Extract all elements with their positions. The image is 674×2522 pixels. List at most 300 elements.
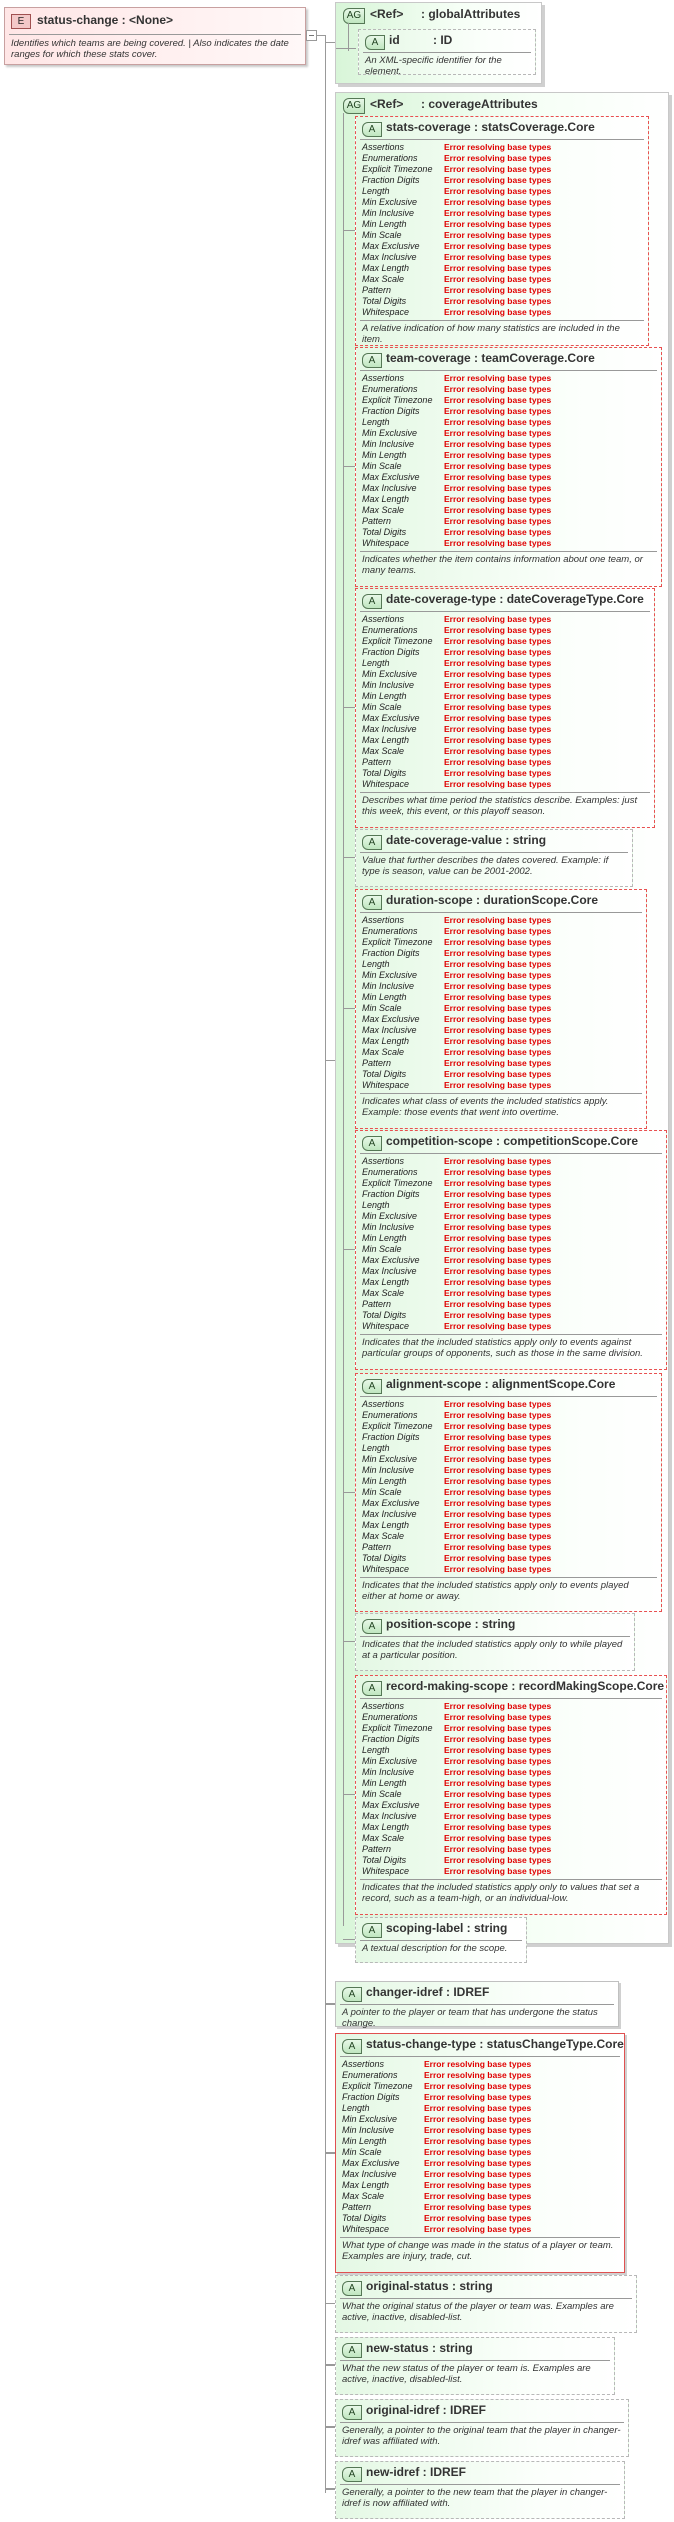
facet-name: Max Inclusive <box>342 2169 397 2179</box>
facet-name: Max Length <box>362 263 410 273</box>
facet-name: Max Length <box>362 1520 410 1530</box>
facet-error: Error resolving base types <box>444 1520 552 1530</box>
connector <box>343 1249 355 1250</box>
facet-name: Enumerations <box>362 926 418 936</box>
attribute-title: date-coverage-value : string <box>386 833 547 847</box>
facet-name: Max Exclusive <box>362 1498 420 1508</box>
attribute-stats-coverage[interactable] <box>355 116 649 346</box>
facet-error: Error resolving base types <box>444 1756 552 1766</box>
attribute-title: position-scope : string <box>386 1617 516 1631</box>
facet-name: Min Length <box>362 1778 407 1788</box>
facet-row <box>362 1288 551 1299</box>
facet-error: Error resolving base types <box>444 713 552 723</box>
facet-name: Max Length <box>362 1822 410 1832</box>
facet-row <box>362 1266 551 1277</box>
facet-name: Length <box>362 1200 390 1210</box>
attribute-competition-scope[interactable] <box>355 1130 667 1370</box>
attribute-badge-icon: A <box>362 1619 382 1634</box>
facet-row <box>342 2103 531 2114</box>
attribute-changer-idref[interactable] <box>335 1981 619 2027</box>
facet-row <box>362 153 551 164</box>
attribute-badge-icon: A <box>362 895 382 910</box>
facet-name: Enumerations <box>362 625 418 635</box>
divider <box>360 370 657 371</box>
attribute-new-status[interactable] <box>335 2337 615 2395</box>
facet-name: Max Exclusive <box>362 713 420 723</box>
facet-row <box>362 959 551 970</box>
attribute-badge-icon: A <box>342 2343 362 2358</box>
attribute-doc: An XML-specific identifier for the element. <box>365 55 502 77</box>
facet-error: Error resolving base types <box>444 1080 552 1090</box>
facet-error: Error resolving base types <box>444 1233 552 1243</box>
facet-error: Error resolving base types <box>444 970 552 980</box>
group-name: : coverageAttributes <box>421 97 538 111</box>
divider <box>360 1334 662 1335</box>
facet-row <box>362 1476 551 1487</box>
facet-row <box>362 274 551 285</box>
facet-error: Error resolving base types <box>444 1069 552 1079</box>
facet-row <box>362 1299 551 1310</box>
facet-error: Error resolving base types <box>424 2136 532 2146</box>
facet-name: Assertions <box>362 915 405 925</box>
facet-name: Enumerations <box>362 1410 418 1420</box>
attribute-status-change-type[interactable] <box>335 2033 625 2273</box>
facet-error: Error resolving base types <box>444 1844 552 1854</box>
facet-row <box>362 1003 551 1014</box>
facet-error: Error resolving base types <box>444 1745 552 1755</box>
facet-name: Total Digits <box>362 1553 407 1563</box>
facet-row <box>362 970 551 981</box>
facet-error: Error resolving base types <box>444 1321 552 1331</box>
facet-error: Error resolving base types <box>444 483 552 493</box>
attribute-badge-icon: A <box>365 35 385 50</box>
attribute-alignment-scope[interactable] <box>355 1373 662 1612</box>
divider <box>340 2484 620 2485</box>
facet-name: Total Digits <box>342 2213 387 2223</box>
facet-row <box>362 505 551 516</box>
attribute-title: id : ID <box>389 33 453 47</box>
divider <box>340 2298 632 2299</box>
facets-table <box>362 1156 551 1332</box>
facet-name: Max Length <box>362 494 410 504</box>
facet-row <box>362 724 551 735</box>
attribute-doc: Indicates that the included statistics apply only to while played at a particular position. <box>362 1639 623 1661</box>
attribute-id[interactable] <box>358 29 536 75</box>
facet-name: Pattern <box>362 1542 392 1552</box>
facet-row <box>362 658 551 669</box>
facet-row <box>362 1701 551 1712</box>
facet-error: Error resolving base types <box>444 1465 552 1475</box>
facet-name: Min Inclusive <box>362 208 415 218</box>
connector <box>343 857 355 858</box>
facet-error: Error resolving base types <box>444 1178 552 1188</box>
facet-name: Assertions <box>342 2059 385 2069</box>
facet-error: Error resolving base types <box>444 1789 552 1799</box>
facet-error: Error resolving base types <box>444 1025 552 1035</box>
attribute-badge-icon: A <box>362 1923 382 1938</box>
facet-name: Min Inclusive <box>362 680 415 690</box>
facet-name: Min Exclusive <box>362 1756 418 1766</box>
connector <box>343 1794 355 1795</box>
connector <box>343 1939 355 1940</box>
facet-error: Error resolving base types <box>444 428 552 438</box>
facet-row <box>362 647 551 658</box>
attribute-doc: A textual description for the scope. <box>362 1943 508 1954</box>
facet-error: Error resolving base types <box>444 494 552 504</box>
facet-row <box>362 1189 551 1200</box>
divider <box>360 1879 662 1880</box>
facet-error: Error resolving base types <box>444 1487 552 1497</box>
facet-row <box>362 1465 551 1476</box>
facet-row <box>362 241 551 252</box>
facet-error: Error resolving base types <box>444 1058 552 1068</box>
facets-table <box>342 2059 531 2235</box>
facet-name: Min Inclusive <box>362 439 415 449</box>
attribute-doc: Generally, a pointer to the original team that the player in changer-idref was affiliated with. <box>342 2425 621 2447</box>
facet-name: Length <box>342 2103 370 2113</box>
element-badge-icon: E <box>11 14 31 29</box>
attribute-date-coverage-value[interactable] <box>355 829 633 887</box>
connector <box>336 48 356 49</box>
attribute-original-idref[interactable] <box>335 2399 629 2457</box>
attribute-duration-scope[interactable] <box>355 889 647 1129</box>
divider <box>360 1577 657 1578</box>
facet-row <box>362 483 551 494</box>
facet-error: Error resolving base types <box>424 2125 532 2135</box>
facet-row <box>362 702 551 713</box>
facet-name: Max Inclusive <box>362 1025 417 1035</box>
connector <box>325 2153 335 2154</box>
facet-error: Error resolving base types <box>444 1222 552 1232</box>
connector <box>348 23 349 51</box>
facet-row <box>362 538 551 549</box>
facet-name: Min Inclusive <box>342 2125 395 2135</box>
facet-error: Error resolving base types <box>444 1003 552 1013</box>
divider <box>340 2237 620 2238</box>
collapse-toggle-icon[interactable] <box>306 30 317 41</box>
attribute-doc: A pointer to the player or team that has undergone the status change. <box>342 2007 598 2029</box>
group-ref: <Ref> <box>370 97 404 111</box>
facet-row <box>362 252 551 263</box>
facet-row <box>362 1058 551 1069</box>
facet-name: Explicit Timezone <box>362 395 433 405</box>
attribute-title: status-change-type : statusChangeType.Core <box>366 2037 624 2051</box>
facet-name: Enumerations <box>362 153 418 163</box>
attribute-scoping-label[interactable] <box>355 1917 527 1963</box>
facet-error: Error resolving base types <box>444 1244 552 1254</box>
facet-name: Pattern <box>362 516 392 526</box>
facet-row <box>362 1178 551 1189</box>
facet-name: Max Exclusive <box>362 1255 420 1265</box>
element-status-change[interactable] <box>4 7 306 65</box>
facet-row <box>362 1410 551 1421</box>
facet-name: Min Scale <box>362 702 402 712</box>
facet-name: Min Scale <box>342 2147 382 2157</box>
facet-name: Total Digits <box>362 1310 407 1320</box>
facet-name: Min Length <box>362 1233 407 1243</box>
facet-row <box>362 1399 551 1410</box>
facet-error: Error resolving base types <box>444 1778 552 1788</box>
facet-row <box>362 1025 551 1036</box>
facet-name: Max Exclusive <box>342 2158 400 2168</box>
attribute-group-badge-icon: AG <box>343 98 365 114</box>
divider <box>360 1636 630 1637</box>
facet-error: Error resolving base types <box>444 614 552 624</box>
facet-row <box>362 296 551 307</box>
facet-name: Min Scale <box>362 1003 402 1013</box>
attribute-doc: What the original status of the player or team was. Examples are active, inactive, disabled-list. <box>342 2301 614 2323</box>
divider <box>340 2422 624 2423</box>
connector <box>343 466 355 467</box>
facet-error: Error resolving base types <box>444 197 552 207</box>
facet-error: Error resolving base types <box>444 296 552 306</box>
facet-error: Error resolving base types <box>444 142 552 152</box>
facet-row <box>362 384 551 395</box>
facet-error: Error resolving base types <box>424 2202 532 2212</box>
divider <box>360 551 657 552</box>
facet-error: Error resolving base types <box>444 757 552 767</box>
facet-name: Whitespace <box>362 1866 410 1876</box>
attribute-team-coverage[interactable] <box>355 347 662 587</box>
facet-row <box>362 992 551 1003</box>
attribute-title: original-status : string <box>366 2279 493 2293</box>
facet-name: Fraction Digits <box>362 406 420 416</box>
facet-error: Error resolving base types <box>444 937 552 947</box>
facet-error: Error resolving base types <box>424 2070 532 2080</box>
facet-row <box>362 527 551 538</box>
facet-row <box>342 2092 531 2103</box>
facet-error: Error resolving base types <box>444 450 552 460</box>
divider <box>340 2360 610 2361</box>
facet-row <box>362 1811 551 1822</box>
facet-name: Enumerations <box>362 1712 418 1722</box>
facet-error: Error resolving base types <box>444 1454 552 1464</box>
facet-error: Error resolving base types <box>444 395 552 405</box>
facet-error: Error resolving base types <box>444 1421 552 1431</box>
divider <box>360 1153 662 1154</box>
attribute-position-scope[interactable] <box>355 1613 635 1671</box>
facet-name: Whitespace <box>362 538 410 548</box>
facets-table <box>362 1399 551 1575</box>
facet-row <box>362 779 551 790</box>
facet-error: Error resolving base types <box>444 538 552 548</box>
connector <box>343 707 355 708</box>
facet-row <box>362 230 551 241</box>
facet-name: Explicit Timezone <box>342 2081 413 2091</box>
facet-name: Fraction Digits <box>362 1734 420 1744</box>
facet-error: Error resolving base types <box>444 1866 552 1876</box>
attribute-title: competition-scope : competitionScope.Core <box>386 1134 639 1148</box>
attribute-doc: A relative indication of how many statistics are included in the item. <box>362 323 620 345</box>
facet-error: Error resolving base types <box>444 1498 552 1508</box>
facet-row <box>362 1080 551 1091</box>
connector <box>325 2004 335 2005</box>
attribute-doc: Indicates whether the item contains information about one team, or many teams. <box>362 554 643 576</box>
facet-row <box>362 1866 551 1877</box>
facet-name: Min Inclusive <box>362 1767 415 1777</box>
facet-error: Error resolving base types <box>444 1443 552 1453</box>
facet-row <box>342 2158 531 2169</box>
facet-error: Error resolving base types <box>444 153 552 163</box>
facet-row <box>362 625 551 636</box>
facet-row <box>362 1233 551 1244</box>
facet-name: Max Inclusive <box>362 483 417 493</box>
facet-row <box>362 1767 551 1778</box>
facet-error: Error resolving base types <box>444 307 552 317</box>
attribute-badge-icon: A <box>342 2039 362 2054</box>
divider <box>360 1396 657 1397</box>
attribute-title: new-idref : IDREF <box>366 2465 467 2479</box>
attribute-date-coverage-type[interactable] <box>355 588 655 828</box>
facet-name: Enumerations <box>362 1167 418 1177</box>
facet-error: Error resolving base types <box>444 1476 552 1486</box>
facet-error: Error resolving base types <box>444 175 552 185</box>
facet-row <box>362 1756 551 1767</box>
facet-name: Min Exclusive <box>362 197 418 207</box>
facet-name: Pattern <box>342 2202 372 2212</box>
facet-error: Error resolving base types <box>444 1701 552 1711</box>
facet-name: Whitespace <box>342 2224 390 2234</box>
attribute-record-making-scope[interactable] <box>355 1675 667 1915</box>
facet-error: Error resolving base types <box>444 1189 552 1199</box>
attribute-title: new-status : string <box>366 2341 473 2355</box>
divider <box>360 611 650 612</box>
connector <box>325 1060 335 1061</box>
attribute-group-globalAttributes[interactable] <box>335 2 542 84</box>
connector <box>325 2003 335 2004</box>
facet-row <box>362 636 551 647</box>
facet-error: Error resolving base types <box>444 274 552 284</box>
connector <box>343 1008 355 1009</box>
facet-name: Pattern <box>362 1844 392 1854</box>
facet-row <box>362 1277 551 1288</box>
facet-row <box>362 1421 551 1432</box>
facet-row <box>342 2136 531 2147</box>
attribute-badge-icon: A <box>362 1136 382 1151</box>
attribute-original-status[interactable] <box>335 2275 637 2333</box>
facet-name: Assertions <box>362 1399 405 1409</box>
facet-error: Error resolving base types <box>444 1811 552 1821</box>
attribute-badge-icon: A <box>362 835 382 850</box>
facet-row <box>342 2180 531 2191</box>
facet-name: Fraction Digits <box>342 2092 400 2102</box>
facet-name: Max Scale <box>362 505 405 515</box>
attribute-doc: Indicates that the included statistics apply only to events played either at home or away. <box>362 1580 629 1602</box>
group-ref: <Ref> <box>370 7 404 21</box>
facet-error: Error resolving base types <box>444 505 552 515</box>
facet-name: Max Scale <box>362 1288 405 1298</box>
divider <box>360 912 642 913</box>
connector <box>325 2427 335 2428</box>
facet-row <box>362 1509 551 1520</box>
facet-name: Length <box>362 1745 390 1755</box>
divider <box>360 320 644 321</box>
facet-error: Error resolving base types <box>444 1399 552 1409</box>
facet-error: Error resolving base types <box>444 1833 552 1843</box>
facet-row <box>362 614 551 625</box>
facet-name: Total Digits <box>362 768 407 778</box>
facet-name: Min Exclusive <box>362 428 418 438</box>
facet-error: Error resolving base types <box>424 2158 532 2168</box>
facet-row <box>362 691 551 702</box>
facet-error: Error resolving base types <box>444 252 552 262</box>
facet-name: Pattern <box>362 757 392 767</box>
facet-error: Error resolving base types <box>444 230 552 240</box>
facet-error: Error resolving base types <box>444 1822 552 1832</box>
attribute-badge-icon: A <box>342 2281 362 2296</box>
attribute-doc: What the new status of the player or team is. Examples are active, inactive, disabled-list. <box>342 2363 591 2385</box>
facet-name: Min Length <box>362 992 407 1002</box>
facet-error: Error resolving base types <box>444 1855 552 1865</box>
facet-error: Error resolving base types <box>444 417 552 427</box>
facet-name: Pattern <box>362 1299 392 1309</box>
facet-error: Error resolving base types <box>444 724 552 734</box>
facet-name: Max Exclusive <box>362 472 420 482</box>
facet-error: Error resolving base types <box>444 915 552 925</box>
facet-row <box>362 417 551 428</box>
facet-error: Error resolving base types <box>444 702 552 712</box>
facets-table <box>362 915 551 1091</box>
facet-row <box>342 2169 531 2180</box>
facet-row <box>362 1211 551 1222</box>
facet-name: Min Length <box>362 1476 407 1486</box>
facet-error: Error resolving base types <box>444 926 552 936</box>
connector-trunk <box>325 35 326 2493</box>
divider <box>340 2004 614 2005</box>
facet-name: Fraction Digits <box>362 948 420 958</box>
facet-name: Pattern <box>362 285 392 295</box>
facet-name: Explicit Timezone <box>362 1178 433 1188</box>
attribute-doc: Indicates that the included statistics apply only to values that set a record, such as a team-high, or an individual-low. <box>362 1882 640 1904</box>
facet-row <box>362 197 551 208</box>
attribute-new-idref[interactable] <box>335 2461 625 2519</box>
facet-name: Length <box>362 417 390 427</box>
facet-error: Error resolving base types <box>424 2059 532 2069</box>
facet-error: Error resolving base types <box>444 1036 552 1046</box>
facet-row <box>362 981 551 992</box>
facet-error: Error resolving base types <box>444 1800 552 1810</box>
facet-name: Min Length <box>362 219 407 229</box>
facet-row <box>362 768 551 779</box>
facet-name: Max Exclusive <box>362 1800 420 1810</box>
attribute-doc: What type of change was made in the status of a player or team. Examples are injury, trade, cut. <box>342 2240 614 2262</box>
facet-error: Error resolving base types <box>444 1553 552 1563</box>
facet-error: Error resolving base types <box>444 1432 552 1442</box>
facet-row <box>362 1800 551 1811</box>
facet-name: Min Exclusive <box>362 1454 418 1464</box>
facet-name: Max Length <box>342 2180 390 2190</box>
facet-row <box>362 1712 551 1723</box>
facet-name: Max Scale <box>362 274 405 284</box>
facet-name: Fraction Digits <box>362 1189 420 1199</box>
facet-name: Whitespace <box>362 307 410 317</box>
facet-row <box>362 186 551 197</box>
facet-name: Max Length <box>362 1036 410 1046</box>
facet-error: Error resolving base types <box>444 1310 552 1320</box>
connector <box>325 2303 335 2304</box>
connector <box>325 42 335 43</box>
facet-row <box>362 1310 551 1321</box>
attribute-title: duration-scope : durationScope.Core <box>386 893 599 907</box>
facet-row <box>362 1432 551 1443</box>
facet-error: Error resolving base types <box>444 263 552 273</box>
facet-row <box>342 2147 531 2158</box>
facet-row <box>362 1014 551 1025</box>
facet-error: Error resolving base types <box>424 2147 532 2157</box>
facet-error: Error resolving base types <box>444 164 552 174</box>
facet-name: Min Scale <box>362 1244 402 1254</box>
facet-error: Error resolving base types <box>444 1277 552 1287</box>
